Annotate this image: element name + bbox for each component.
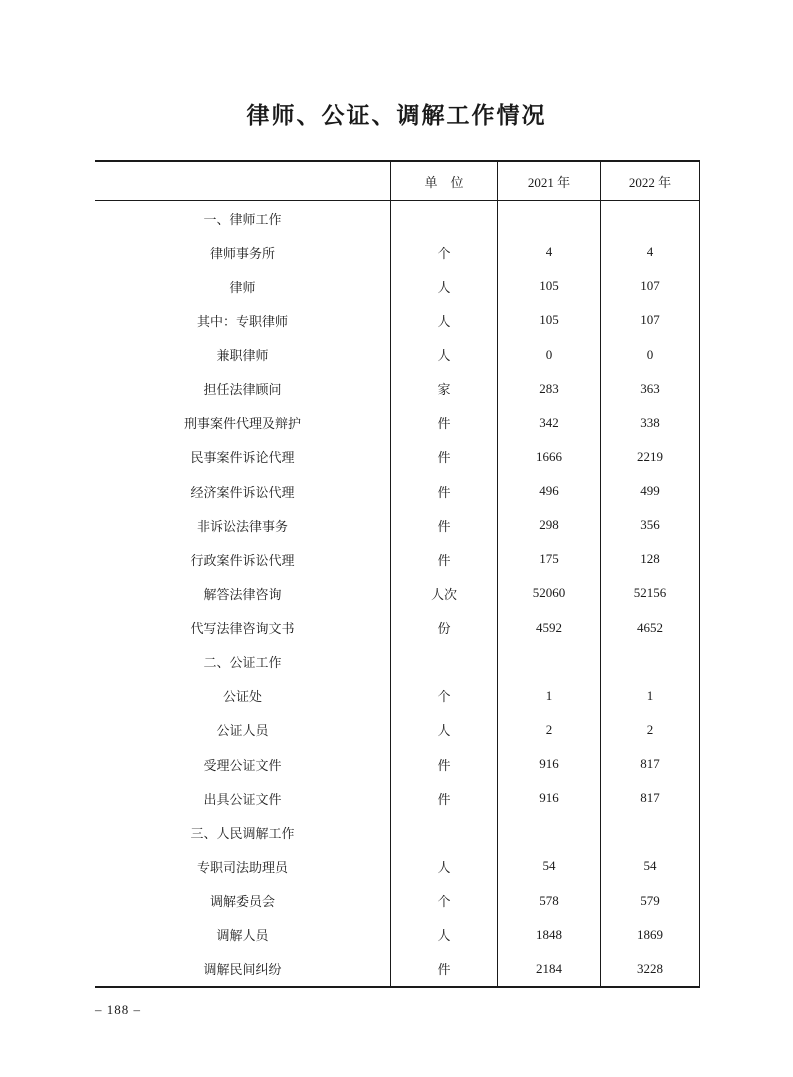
row-label: 律师 bbox=[229, 279, 256, 295]
row-value-2022 bbox=[600, 201, 700, 235]
row-unit: 人次 bbox=[390, 576, 497, 610]
row-value-2021: 283 bbox=[497, 372, 600, 406]
row-value-2021: 1 bbox=[497, 679, 600, 713]
row-label: 二、公证工作 bbox=[203, 655, 282, 671]
row-label: 公证人员 bbox=[216, 723, 269, 739]
row-unit: 件 bbox=[390, 474, 497, 508]
row-value-2021: 2184 bbox=[497, 952, 600, 986]
row-value-2021: 4592 bbox=[497, 611, 600, 645]
row-unit: 件 bbox=[390, 440, 497, 474]
row-unit: 件 bbox=[390, 542, 497, 576]
statistics-table bbox=[95, 160, 700, 988]
row-unit: 人 bbox=[390, 713, 497, 747]
row-unit bbox=[390, 815, 497, 849]
row-unit: 件 bbox=[390, 508, 497, 542]
row-value-2021: 1666 bbox=[497, 440, 600, 474]
table-row bbox=[95, 576, 700, 610]
table-row bbox=[95, 542, 700, 576]
table-row bbox=[95, 781, 700, 815]
row-label: 出具公证文件 bbox=[203, 791, 282, 807]
row-label: 民事案件诉论代理 bbox=[190, 450, 295, 466]
row-value-2022: 107 bbox=[600, 303, 700, 337]
row-label: 解答法律咨询 bbox=[203, 586, 282, 602]
row-value-2022: 52156 bbox=[600, 576, 700, 610]
row-unit: 件 bbox=[390, 747, 497, 781]
row-value-2022: 0 bbox=[600, 338, 700, 372]
row-value-2022: 4652 bbox=[600, 611, 700, 645]
row-label: 一、律师工作 bbox=[203, 211, 282, 227]
header-stub-empty bbox=[95, 162, 390, 201]
row-label: 公证处 bbox=[222, 689, 262, 705]
table-row bbox=[95, 713, 700, 747]
table-row bbox=[95, 440, 700, 474]
row-unit: 个 bbox=[390, 679, 497, 713]
table-row bbox=[95, 235, 700, 269]
table-row bbox=[95, 474, 700, 508]
table-row bbox=[95, 372, 700, 406]
row-unit: 件 bbox=[390, 406, 497, 440]
row-value-2021: 578 bbox=[497, 884, 600, 918]
table-row bbox=[95, 952, 700, 986]
row-label: 非诉讼法律事务 bbox=[196, 518, 288, 534]
row-unit: 个 bbox=[390, 884, 497, 918]
row-value-2021: 496 bbox=[497, 474, 600, 508]
table-row bbox=[95, 338, 700, 372]
row-value-2021 bbox=[497, 645, 600, 679]
row-value-2022: 107 bbox=[600, 269, 700, 303]
row-value-2022: 817 bbox=[600, 747, 700, 781]
row-value-2021 bbox=[497, 815, 600, 849]
row-unit bbox=[390, 645, 497, 679]
table-row bbox=[95, 849, 700, 883]
table-row bbox=[95, 747, 700, 781]
row-value-2022: 499 bbox=[600, 474, 700, 508]
row-value-2022: 4 bbox=[600, 235, 700, 269]
row-label: 行政案件诉讼代理 bbox=[190, 552, 295, 568]
row-unit: 人 bbox=[390, 918, 497, 952]
row-label: 三、人民调解工作 bbox=[190, 825, 295, 841]
table-row bbox=[95, 645, 700, 679]
table-row bbox=[95, 611, 700, 645]
header-year-2022: 2022 年 bbox=[600, 162, 700, 201]
table-row bbox=[95, 508, 700, 542]
row-value-2022: 1 bbox=[600, 679, 700, 713]
row-value-2022 bbox=[600, 815, 700, 849]
header-unit: 单 位 bbox=[390, 162, 497, 201]
row-unit: 件 bbox=[390, 781, 497, 815]
row-value-2021: 52060 bbox=[497, 576, 600, 610]
row-label: 专职司法助理员 bbox=[196, 859, 288, 875]
row-value-2021: 916 bbox=[497, 781, 600, 815]
page-number: – 188 – bbox=[95, 1002, 141, 1017]
table-row bbox=[95, 406, 700, 440]
row-value-2022: 1869 bbox=[600, 918, 700, 952]
row-label: 其中：专职律师 bbox=[196, 313, 288, 329]
row-label: 经济案件诉讼代理 bbox=[190, 484, 295, 500]
row-label: 刑事案件代理及辩护 bbox=[183, 416, 301, 432]
table-row bbox=[95, 815, 700, 849]
table-row bbox=[95, 201, 700, 235]
row-value-2021: 105 bbox=[497, 303, 600, 337]
row-unit: 家 bbox=[390, 372, 497, 406]
row-value-2022: 128 bbox=[600, 542, 700, 576]
row-value-2022: 817 bbox=[600, 781, 700, 815]
table-header-row bbox=[95, 162, 700, 201]
page-title: 律师、公证、调解工作情况 bbox=[246, 103, 547, 129]
row-value-2021: 2 bbox=[497, 713, 600, 747]
row-value-2021: 298 bbox=[497, 508, 600, 542]
table-row bbox=[95, 918, 700, 952]
row-value-2022: 338 bbox=[600, 406, 700, 440]
table-row bbox=[95, 303, 700, 337]
row-label: 兼职律师 bbox=[216, 348, 269, 364]
row-value-2021: 175 bbox=[497, 542, 600, 576]
row-label: 担任法律顾问 bbox=[203, 382, 282, 398]
row-value-2022 bbox=[600, 645, 700, 679]
row-value-2022: 2219 bbox=[600, 440, 700, 474]
header-year-2021: 2021 年 bbox=[497, 162, 600, 201]
row-value-2021: 54 bbox=[497, 849, 600, 883]
row-value-2022: 54 bbox=[600, 849, 700, 883]
row-unit: 人 bbox=[390, 849, 497, 883]
row-unit: 个 bbox=[390, 235, 497, 269]
row-unit: 份 bbox=[390, 611, 497, 645]
row-value-2022: 3228 bbox=[600, 952, 700, 986]
row-label: 律师事务所 bbox=[209, 245, 275, 261]
row-value-2021: 105 bbox=[497, 269, 600, 303]
row-unit bbox=[390, 201, 497, 235]
table-row bbox=[95, 269, 700, 303]
table-body bbox=[95, 201, 700, 986]
row-label: 调解委员会 bbox=[209, 894, 275, 910]
row-value-2022: 356 bbox=[600, 508, 700, 542]
row-unit: 人 bbox=[390, 303, 497, 337]
row-unit: 件 bbox=[390, 952, 497, 986]
row-value-2021 bbox=[497, 201, 600, 235]
row-value-2022: 579 bbox=[600, 884, 700, 918]
row-unit: 人 bbox=[390, 338, 497, 372]
row-label: 调解民间纠纷 bbox=[203, 962, 282, 978]
row-label: 代写法律咨询文书 bbox=[190, 621, 295, 637]
table-row bbox=[95, 884, 700, 918]
row-value-2021: 342 bbox=[497, 406, 600, 440]
row-value-2021: 0 bbox=[497, 338, 600, 372]
table-row bbox=[95, 679, 700, 713]
row-value-2022: 363 bbox=[600, 372, 700, 406]
row-value-2021: 916 bbox=[497, 747, 600, 781]
row-label: 调解人员 bbox=[216, 928, 269, 944]
row-label: 受理公证文件 bbox=[203, 757, 282, 773]
row-value-2022: 2 bbox=[600, 713, 700, 747]
row-value-2021: 4 bbox=[497, 235, 600, 269]
row-unit: 人 bbox=[390, 269, 497, 303]
row-value-2021: 1848 bbox=[497, 918, 600, 952]
